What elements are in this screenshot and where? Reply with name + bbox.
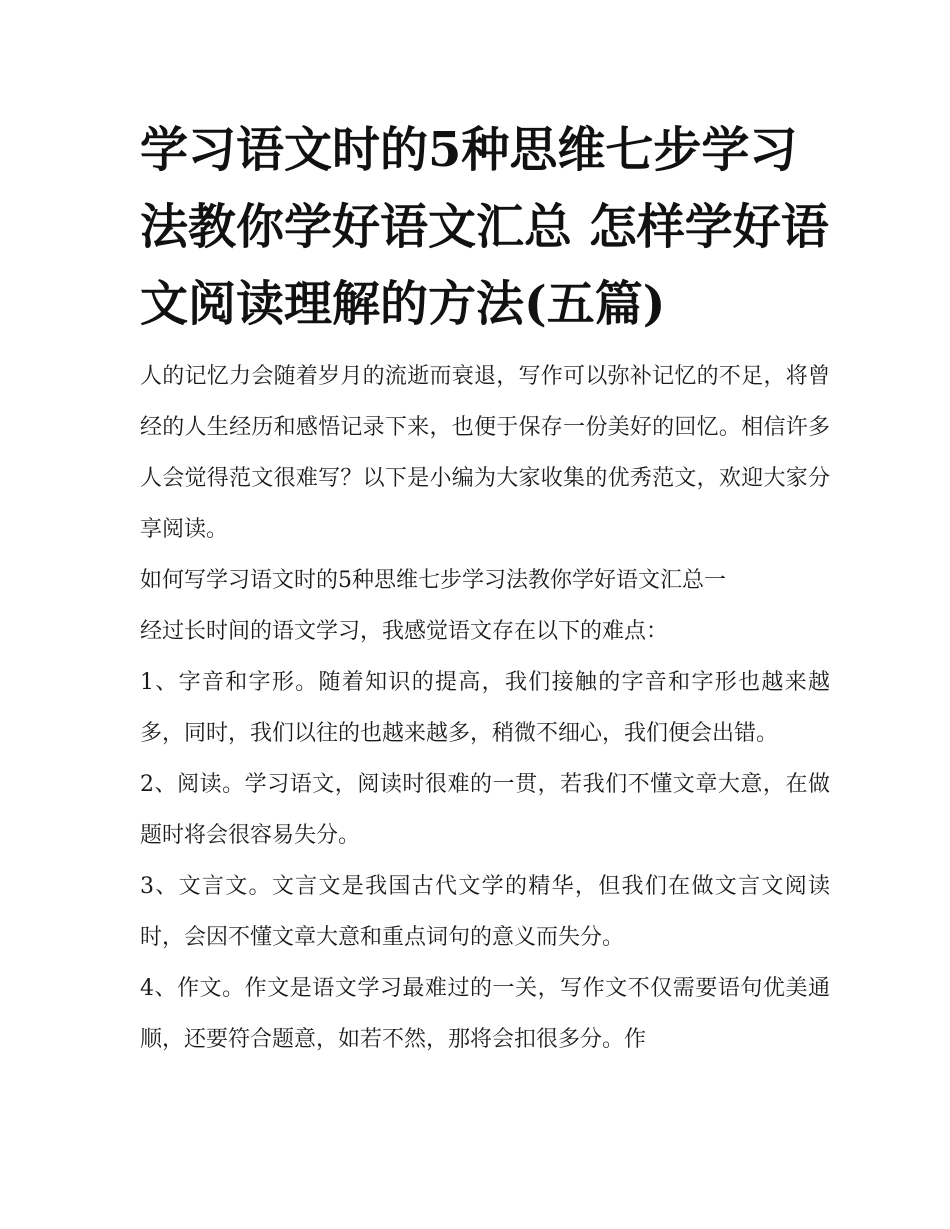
document-content [140,112,830,1065]
list-item-4: 4、作文。作文是语文学习最难过的一关，写作文不仅需要语句优美通顺，还要符合题意，如若不然，那将会扣很多分。作 [140,976,830,1052]
list-item-3: 3、文言文。文言文是我国古代文学的精华，但我们在做文言文阅读时，会因不懂文章大意和重点词句的意义而失分。 [140,874,830,950]
intro-paragraph: 人的记忆力会随着岁月的流逝而衰退，写作可以弥补记忆的不足，将曾经的人生经历和感悟记录下来，也便于保存一份美好的回忆。相信许多人会觉得范文很难写？以下是小编为大家收集的优秀范文，欢迎大家分享阅读。 [140,364,830,542]
section-heading: 如何写学习语文时的5种思维七步学习法教你学好语文汇总一 [140,568,726,593]
list-item-2: 2、阅读。学习语文，阅读时很难的一贯，若我们不懂文章大意，在做题时将会很容易失分。 [140,772,830,848]
body-paragraph: 经过长时间的语文学习，我感觉语文存在以下的难点： [140,619,669,644]
list-item-1: 1、字音和字形。随着知识的提高，我们接触的字音和字形也越来越多，同时，我们以往的也越来越多，稍微不细心，我们便会出错。 [140,670,830,746]
document-title: 学习语文时的5种思维七步学习法教你学好语文汇总 怎样学好语文阅读理解的方法(五篇) [140,122,829,332]
